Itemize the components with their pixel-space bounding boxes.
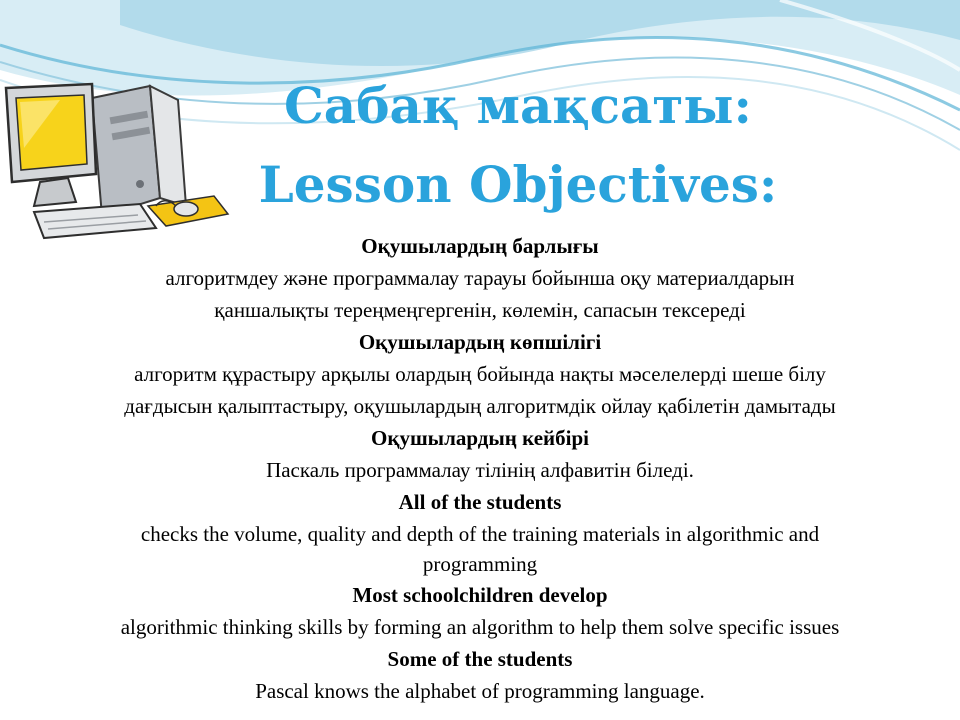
objective-text: programming: [422, 552, 538, 576]
objectives-list: [0, 230, 960, 707]
objective-text: Паскаль программалау тілінің алфавитін біледі.: [266, 458, 694, 482]
objective-heading: Some of the students: [387, 647, 573, 671]
desktop-computer-icon: [0, 78, 235, 253]
objective-text: қаншалықты тереңмеңгергенін, көлемін, сапасын тексереді: [214, 298, 746, 322]
objective-text: алгоритм құрастыру арқылы олардың бойында нақты мәселелерді шеше білу: [134, 362, 826, 386]
objective-heading: Most schoolchildren develop: [352, 583, 608, 607]
objective-text: algorithmic thinking skills by forming an algorithm to help them solve specific issues: [120, 615, 840, 639]
slide-title-kazakh: Сабақ мақсаты:: [284, 76, 752, 135]
objective-heading: Оқушылардың барлығы: [361, 234, 599, 258]
objective-text: алгоритмдеу және программалау тарауы бойынша оқу материалдарын: [165, 266, 795, 290]
objective-heading: Оқушылардың кейбірі: [371, 426, 589, 450]
objective-text: дағдысын қалыптастыру, оқушылардың алгоритмдік ойлау қабілетін дамытады: [124, 394, 836, 418]
objective-text: Pascal knows the alphabet of programming language.: [255, 679, 705, 703]
objective-text: checks the volume, quality and depth of the training materials in algorithmic and: [140, 522, 820, 546]
objective-heading: Оқушылардың көпшілігі: [358, 330, 602, 354]
slide-title-english: Lesson Objectives:: [258, 155, 778, 214]
objective-heading: All of the students: [398, 490, 562, 514]
